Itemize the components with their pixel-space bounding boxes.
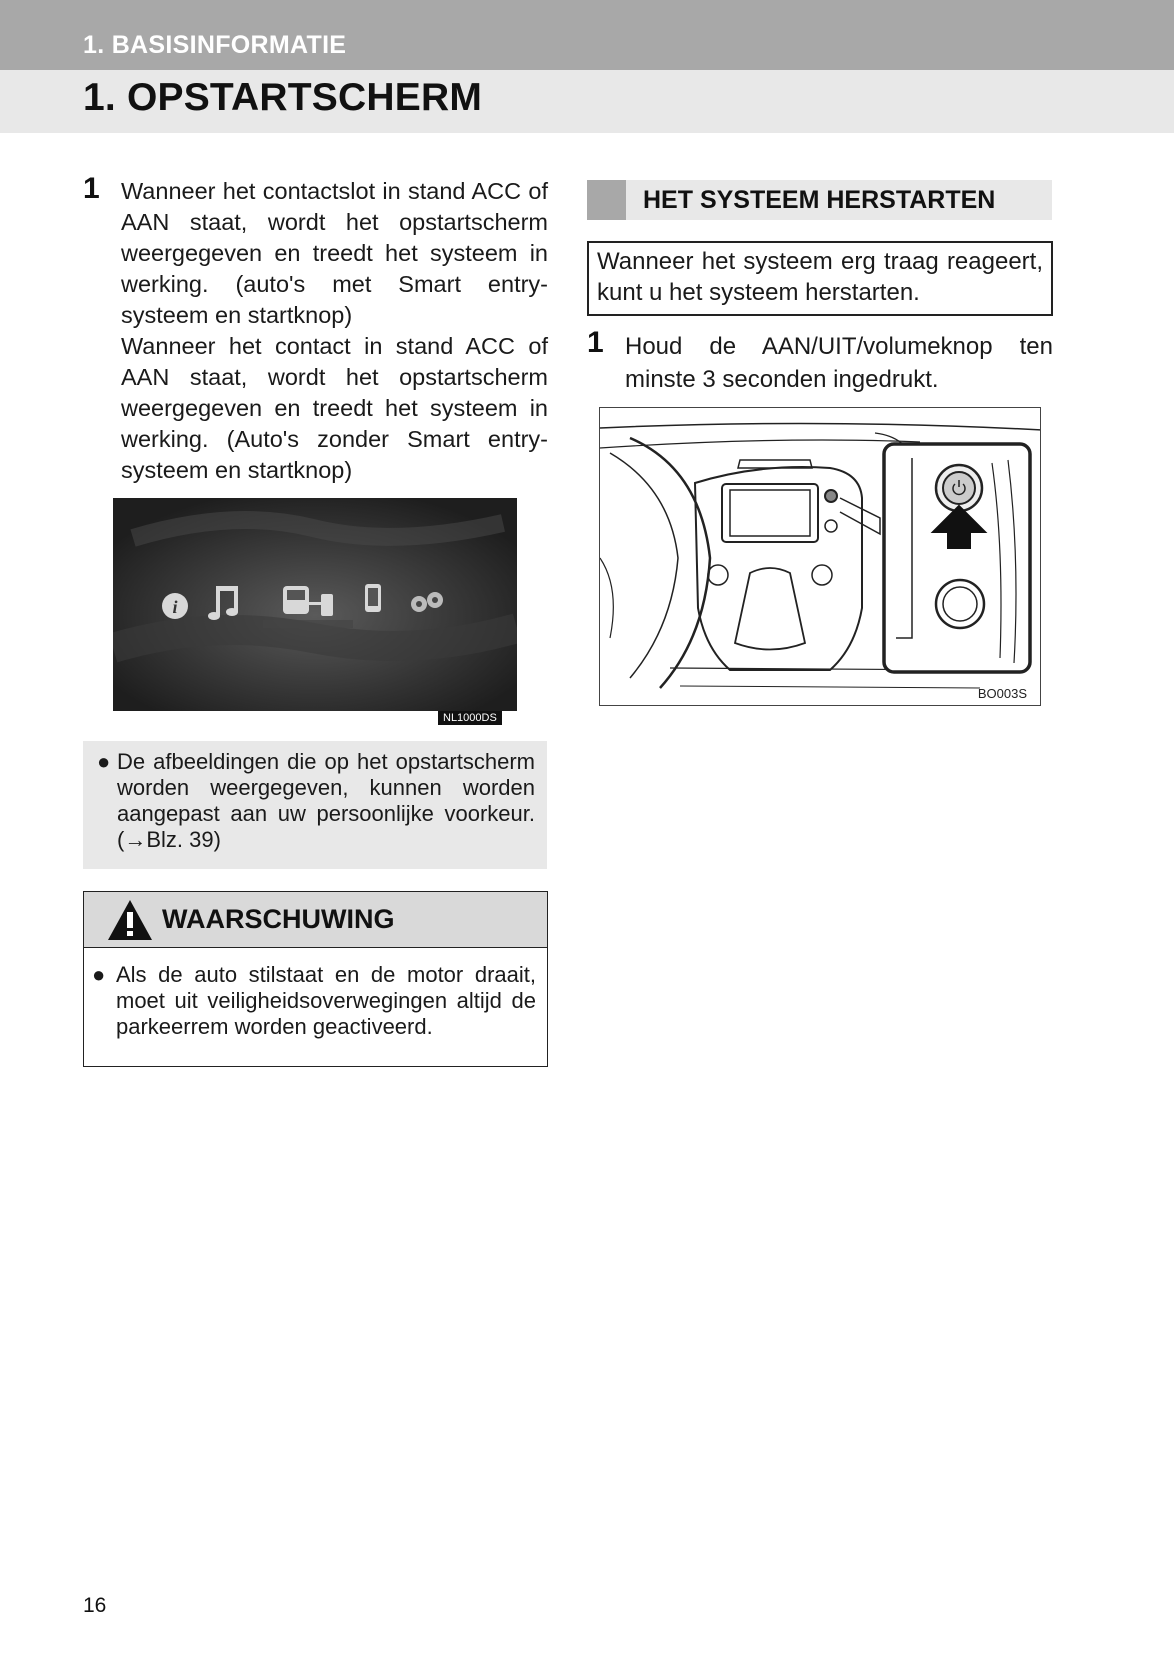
startup-screen-image xyxy=(113,498,517,711)
note-text: De afbeeldingen die op het opstartscherm worden weergegeven, kunnen worden aangepast aan uw persoonlijke voorkeur. (→Blz. 39) xyxy=(117,749,535,852)
warning-box xyxy=(83,891,548,1067)
page-number: 16 xyxy=(83,1594,107,1617)
restart-heading-bar xyxy=(587,180,1052,220)
page-title: 1. OPSTARTSCHERM xyxy=(83,76,483,119)
step-paragraph-2: Wanneer het contact in stand ACC of AAN staat, wordt het opstartscherm weergegeven en treedt het systeem in werking. (Auto's zonder Smart entry-systeem en startknop) xyxy=(121,333,548,483)
step-text xyxy=(121,176,548,486)
svg-text:i: i xyxy=(172,597,178,617)
section-title: 1. BASISINFORMATIE xyxy=(83,31,347,59)
dashboard-illustration xyxy=(600,408,1041,706)
step-1-startup xyxy=(83,172,548,492)
warning-text: Als de auto stilstaat en de motor draait, moet uit veiligheidsoverwegingen altijd de parkeerrem worden geactiveerd. xyxy=(116,962,536,1039)
image-code-dashboard: BO003S xyxy=(977,686,1027,701)
restart-heading: HET SYSTEEM HERSTARTEN xyxy=(643,186,996,214)
phone-icon xyxy=(365,584,381,612)
step-paragraph-1: Wanneer het contactslot in stand ACC of AAN staat, wordt het opstartscherm weergegeven en treedt het systeem in werking. (auto's met Smart entry-systeem en startknop) xyxy=(121,178,548,328)
step-1-restart xyxy=(587,326,1053,396)
startup-screen-illustration xyxy=(113,498,517,711)
heading-tab xyxy=(587,180,626,220)
section-header-bar xyxy=(0,0,1174,70)
step-number: 1 xyxy=(587,326,604,359)
info-icon xyxy=(162,593,188,619)
bullet: ● xyxy=(97,749,111,774)
page-title-bar xyxy=(0,70,1174,133)
restart-intro-box xyxy=(587,241,1053,316)
warning-header xyxy=(84,892,547,948)
bullet: ● xyxy=(92,962,106,987)
warning-title: WAARSCHUWING xyxy=(162,904,395,934)
dashboard-diagram xyxy=(599,407,1041,706)
power-volume-knob xyxy=(936,465,982,511)
info-note xyxy=(83,741,547,869)
step-text: Houd de AAN/UIT/volumeknop ten minste 3 seconden ingedrukt. xyxy=(625,333,1053,393)
warning-body xyxy=(84,948,547,1040)
restart-intro-text: Wanneer het systeem erg traag reageert, kunt u het systeem herstarten. xyxy=(597,248,1043,306)
step-number: 1 xyxy=(83,172,100,205)
image-code-startup: NL1000DS xyxy=(438,711,502,725)
warning-triangle-icon xyxy=(106,898,154,942)
note-item xyxy=(97,749,535,853)
